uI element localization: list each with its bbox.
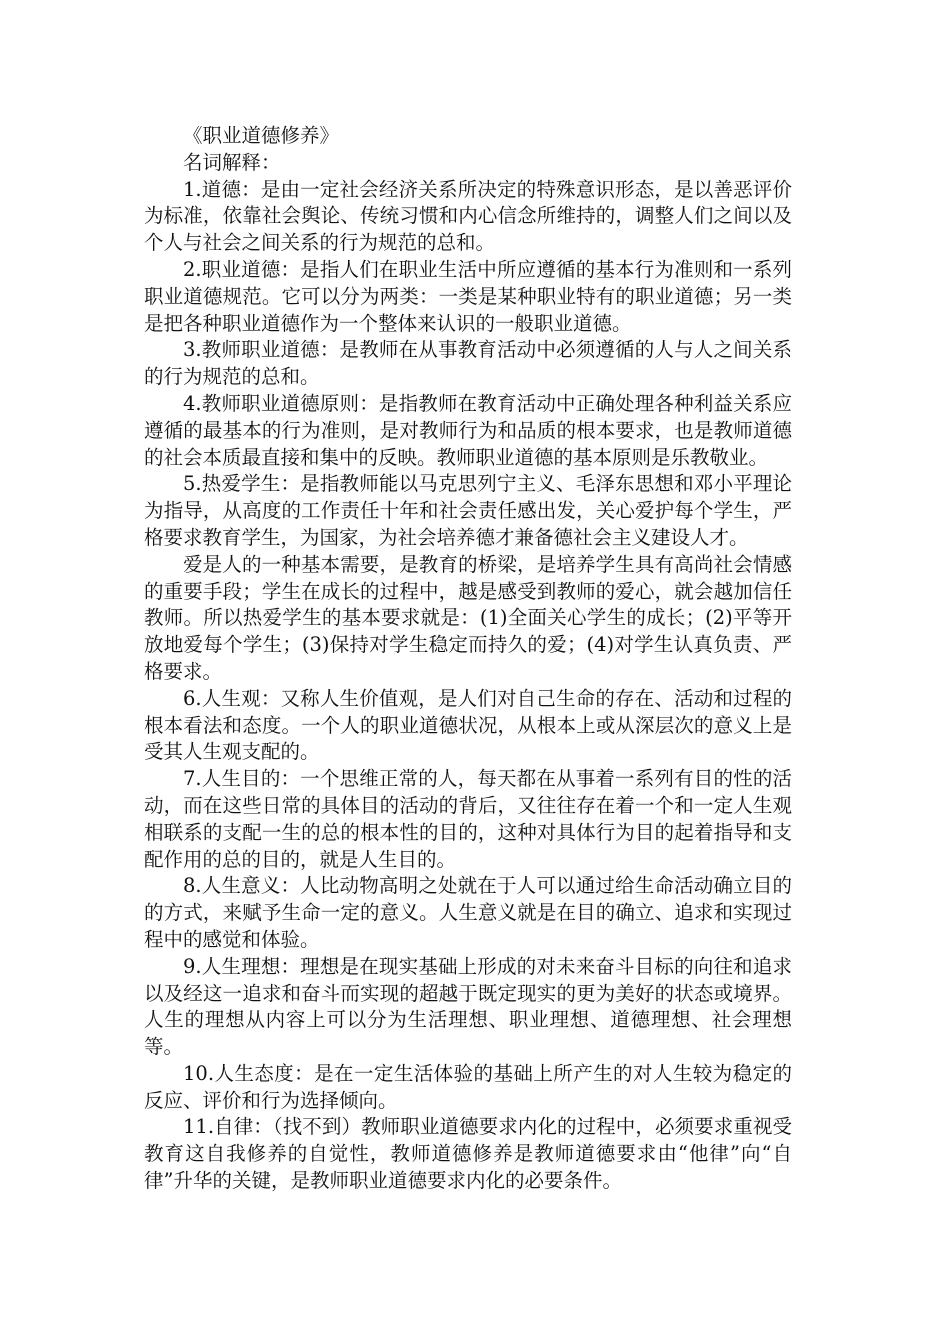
paragraph-definition-outlook-on-life: 6.人生观：又称人生价值观，是人们对自己生命的存在、活动和过程的根本看法和态度。一个人的职业道德状况，从根本上或从深层次的意义上是受其人生观支配的。 xyxy=(144,686,792,764)
paragraph-love-students-requirements: 爱是人的一种基本需要，是教育的桥梁，是培养学生具有高尚社会情感的重要手段；学生在成长的过程中，越是感受到教师的爱心，就会越加信任教师。所以热爱学生的基本要求就是：(1)全面关心学生的成长；(2)平等开放地爱每个学生；(3)保持对学生稳定而持久的爱；(4)对学生认真负责、严格要求。 xyxy=(144,552,792,683)
section-label: 名词解释： xyxy=(183,150,281,174)
document-page xyxy=(144,123,792,1195)
paragraph-definition-love-students: 5.热爱学生：是指教师能以马克思列宁主义、毛泽东思想和邓小平理论为指导，从高度的工作责任十年和社会责任感出发，关心爱护每个学生，严格要求教育学生，为国家，为社会培养德才兼备德社会主义建设人才。 xyxy=(144,472,792,549)
paragraph-definition-purpose-of-life: 7.人生目的：一个思维正常的人，每天都在从事着一系列有目的性的活动，而在这些日常的具体目的活动的背后，又往往存在着一个和一定人生观相联系的支配一生的总的根本性的目的，这种对具体行为目的起着指导和支配作用的总的目的，就是人生目的。 xyxy=(144,767,792,871)
paragraph-definition-meaning-of-life: 8.人生意义：人比动物高明之处就在于人可以通过给生命活动确立目的的方式，来赋予生命一定的意义。人生意义就是在目的确立、追求和实现过程中的感觉和体验。 xyxy=(144,874,792,951)
paragraph-definition-teacher-ethics: 3.教师职业道德：是教师在从事教育活动中必须遵循的人与人之间关系的行为规范的总和。 xyxy=(144,338,792,389)
paragraph-definition-professional-ethics: 2.职业道德：是指人们在职业生活中所应遵循的基本行为准则和一系列职业道德规范。它可以分为两类：一类是某种职业特有的职业道德；另一类是把各种职业道德作为一个整体来认识的一般职业道德。 xyxy=(144,257,792,335)
paragraph-definition-life-ideal: 9.人生理想：理想是在现实基础上形成的对未来奋斗目标的向往和追求以及经这一追求和奋斗而实现的超越于既定现实的更为美好的状态或境界。人生的理想从内容上可以分为生活理想、职业理想、道德理想、社会理想等。 xyxy=(144,954,792,1059)
document-title: 《职业道德修养》 xyxy=(183,124,340,147)
paragraph-definition-teacher-ethics-principle: 4.教师职业道德原则：是指教师在教育活动中正确处理各种利益关系应遵循的最基本的行为准则，是对教师行为和品质的根本要求，也是教师道德的社会本质最直接和集中的反映。教师职业道德的基本原则是乐教敬业。 xyxy=(144,391,792,469)
paragraph-definition-morality: 1.道德：是由一定社会经济关系所决定的特殊意识形态，是以善恶评价为标准，依靠社会舆论、传统习惯和内心信念所维持的，调整人们之间以及个人与社会之间关系的行为规范的总和。 xyxy=(144,177,792,255)
paragraph-definition-life-attitude: 10.人生态度：是在一定生活体验的基础上所产生的对人生较为稳定的反应、评价和行为选择倾向。 xyxy=(144,1061,792,1112)
paragraph-definition-self-discipline: 11.自律：（找不到）教师职业道德要求内化的过程中，必须要求重视受教育这自我修养的自觉性，教师道德修养是教师道德要求由“他律”向“自律”升华的关键，是教师职业道德要求内化的必要条件。 xyxy=(144,1115,792,1193)
